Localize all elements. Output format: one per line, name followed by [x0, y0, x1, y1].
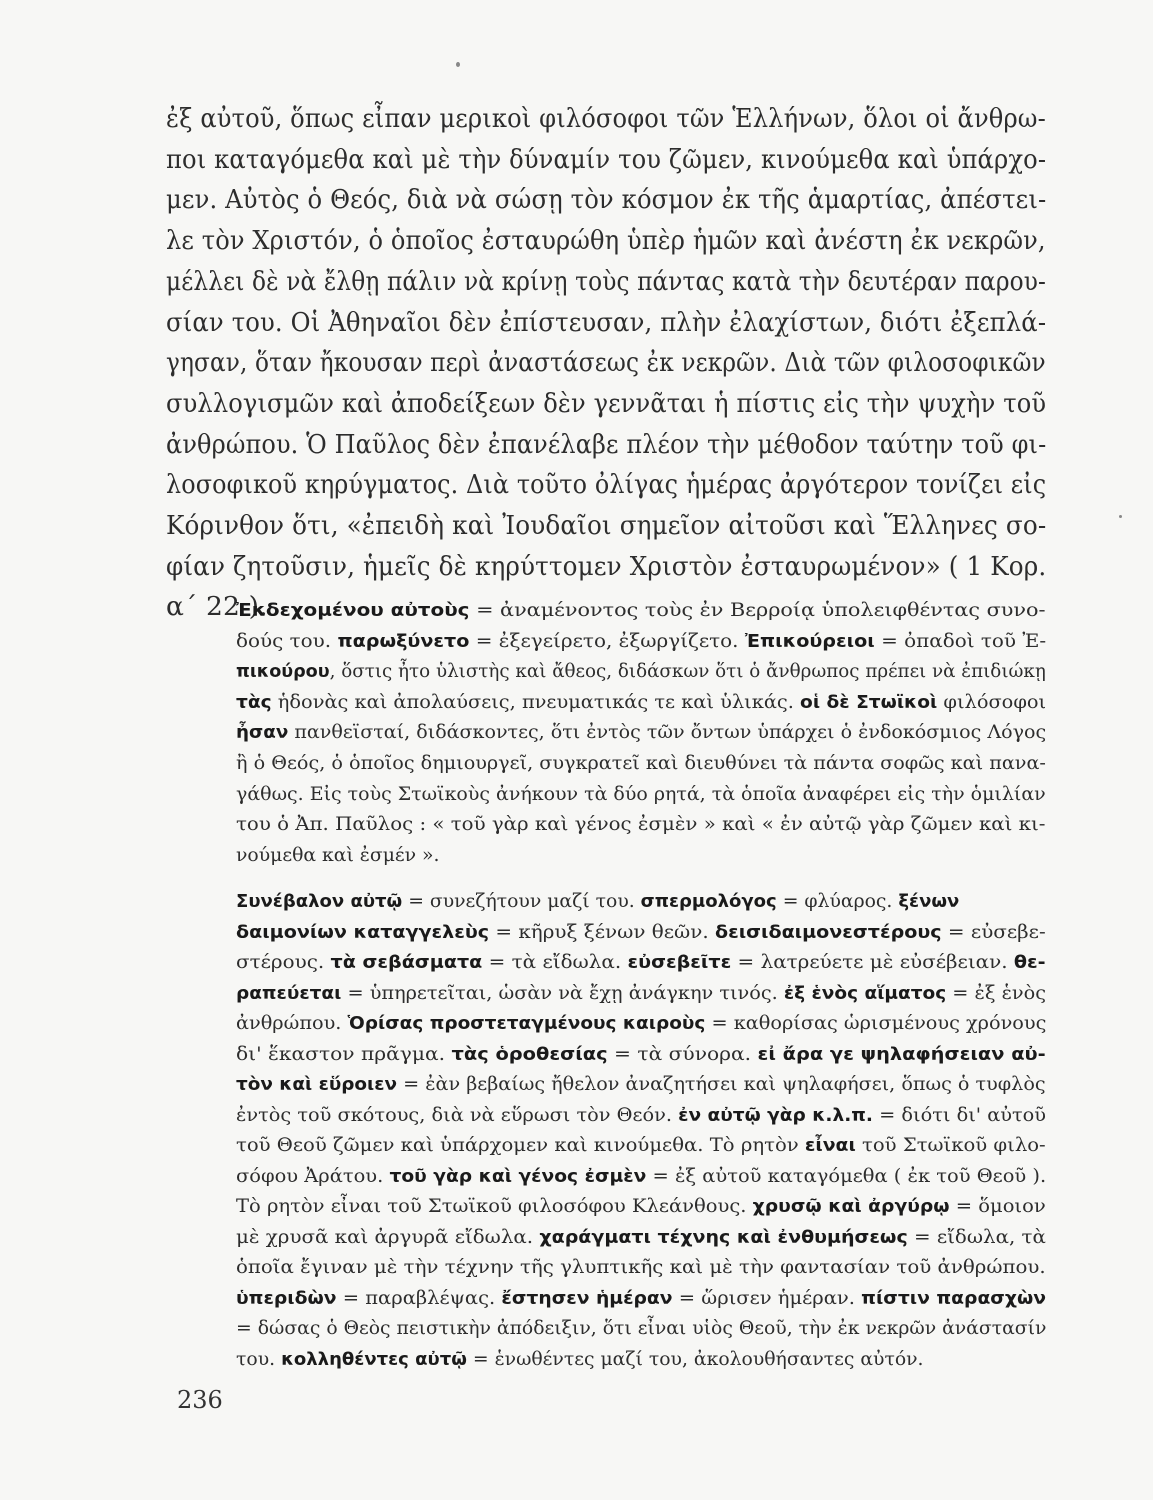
- text-run: μὲ χρυσᾶ καὶ ἀργυρᾶ εἴδωλα.: [236, 1227, 540, 1248]
- text-line: [236, 722, 1046, 743]
- text-line: [166, 266, 1046, 297]
- text-run: νούμεθα καὶ ἐσμέν ».: [236, 845, 440, 866]
- text-line: [236, 1013, 1046, 1034]
- glossary-term: θε-: [1013, 952, 1046, 973]
- text-run: = διότι δι' αὐτοῦ: [872, 1105, 1047, 1126]
- glossary-term: ἐξ ἑνὸς αἵματος: [783, 983, 947, 1004]
- text-run: = κῆρυξ ξένων θεῶν.: [489, 922, 715, 943]
- text-line: [236, 983, 1046, 1004]
- text-run: ποι καταγόμεθα καὶ μὲ τὴν δύναμίν του ζῶμεν, κινούμεθα καὶ ὑπάρχο-: [166, 144, 1047, 175]
- text-run: = ἑνωθέντες μαζί του, ἀκολουθήσαντες αὐτόν.: [466, 1349, 924, 1370]
- text-run: = τὰ εἴδωλα.: [482, 952, 628, 973]
- text-line: [236, 1257, 1046, 1278]
- text-run: ἐξ αὐτοῦ, ὅπως εἶπαν μερικοὶ φιλόσοφοι τῶν Ἑλλήνων, ὅλοι οἱ ἄνθρω-: [166, 103, 1046, 134]
- glossary-term: πικούρου: [236, 661, 330, 682]
- text-run: Τὸ ρητὸν εἶναι τοῦ Στωϊκοῦ φιλοσόφου Κλεάνθους.: [236, 1196, 753, 1217]
- text-run: ἐντὸς τοῦ σκότους, διὰ νὰ εὕρωσι τὸν Θεόν.: [236, 1105, 679, 1126]
- glossary-term: πίστιν παρασχὼν: [861, 1288, 1046, 1309]
- text-run: = ἐὰν βεβαίως ἤθελον ἀναζητήσει καὶ ψηλαφήσει, ὅπως ὁ τυφλὸς: [397, 1074, 1046, 1095]
- text-run: γησαν, ὅταν ἤκουσαν περὶ ἀναστάσεως ἐκ νεκρῶν. Διὰ τῶν φιλοσοφικῶν: [166, 347, 1046, 378]
- text-line: [236, 631, 1046, 652]
- text-line: [236, 1105, 1046, 1126]
- text-run: = δώσας ὁ Θεὸς πειστικὴν ἀπόδειξιν, ὅτι εἶναι υἱὸς Θεοῦ, τὴν ἐκ νεκρῶν ἀνάστασίν: [236, 1318, 1047, 1339]
- text-run: = ἀναμένοντος τοὺς ἐν Βερροίᾳ ὑπολειφθέντας συνο-: [469, 600, 1046, 621]
- text-run: = εὐσεβε-: [941, 922, 1046, 943]
- text-run: δι' ἕκαστον πρᾶγμα.: [236, 1044, 452, 1065]
- glossary-term: ὑπεριδὼν: [236, 1288, 337, 1309]
- text-line: [166, 225, 1046, 256]
- text-run: σίαν του. Οἱ Ἀθηναῖοι δὲν ἐπίστευσαν, πλὴν ἐλαχίστων, διότι ἐξεπλά-: [166, 307, 1047, 338]
- text-line: [236, 922, 1046, 943]
- text-run: α΄ 22 ).: [166, 591, 268, 622]
- glossary-term: οἱ δὲ Στωϊκοὶ: [800, 692, 938, 713]
- text-run: = ἐξ αὐτοῦ καταγόμεθα ( ἐκ τοῦ Θεοῦ ).: [646, 1166, 1047, 1187]
- glossary-term: εἰ ἄρα γε ψηλαφήσειαν αὐ-: [757, 1044, 1046, 1065]
- glossary-term: εὐσεβεῖτε: [627, 952, 732, 973]
- text-run: ἀνθρώπου. Ὁ Παῦλος δὲν ἐπανέλαβε πλέον τὴν μέθοδον ταύτην τοῦ φι-: [166, 429, 1047, 460]
- text-line: [166, 184, 1046, 215]
- text-line: [236, 784, 1046, 805]
- text-line: [236, 1166, 1046, 1187]
- text-line: [166, 307, 1046, 338]
- text-run: πανθεϊσταί, διδάσκοντες, ὅτι ἐντὸς τῶν ὄντων ὑπάρχει ὁ ἐνδοκόσμιος Λόγος: [288, 722, 1047, 743]
- glossary-term: κολληθέντες αὐτῷ: [281, 1349, 467, 1370]
- text-line: [166, 144, 1046, 175]
- glossary-term: ραπεύεται: [236, 983, 342, 1004]
- text-line: [166, 347, 1046, 378]
- text-run: = καθορίσας ὡρισμένους χρόνους: [705, 1013, 1047, 1034]
- text-line: [166, 551, 1046, 582]
- text-run: = τὰ σύνορα.: [607, 1044, 758, 1065]
- text-line: [236, 753, 1046, 774]
- text-line: [236, 1196, 1046, 1217]
- glossary-term: τοῦ γὰρ καὶ γένος ἐσμὲν: [389, 1166, 647, 1187]
- text-line: [236, 1074, 1046, 1095]
- text-line: [236, 1318, 1046, 1339]
- text-line: [236, 1227, 1046, 1248]
- text-run: ἀνθρώπου.: [236, 1013, 348, 1034]
- text-run: φιλόσοφοι: [937, 692, 1047, 713]
- glossary-term: εἶναι: [804, 1135, 856, 1156]
- text-line: [236, 814, 1045, 835]
- glossary-term: Ἐπικούρειοι: [744, 631, 875, 652]
- text-run: ἡδονὰς καὶ ἀπολαύσεις, πνευματικάς τε καὶ ὑλικάς.: [271, 692, 801, 713]
- text-line: [236, 600, 1045, 621]
- text-run: = ὑπηρετεῖται, ὡσὰν νὰ ἔχῃ ἀνάγκην τινός.: [341, 983, 784, 1004]
- text-run: λοσοφικοῦ κηρύγματος. Διὰ τοῦτο ὀλίγας ἡμέρας ἀργότερον τονίζει εἰς: [166, 469, 1047, 500]
- glossary-term: δαιμονίων καταγγελεὺς: [236, 922, 490, 943]
- text-run: = ἐξ ἑνὸς: [946, 983, 1047, 1004]
- text-run: = συνεζήτουν μαζί του.: [402, 891, 641, 912]
- text-run: = ὅμοιον: [949, 1196, 1046, 1217]
- text-run: συλλογισμῶν καὶ ἀποδείξεων δὲν γεννᾶται ἡ πίστις εἰς τὴν ψυχὴν τοῦ: [166, 388, 1047, 419]
- glossary-term: σπερμολόγος: [640, 891, 777, 912]
- glossary-term: Ἐκδεχομένου αὐτοὺς: [236, 600, 470, 621]
- text-line: [236, 1349, 924, 1370]
- glossary-term: ἦσαν: [236, 722, 289, 743]
- text-run: σόφου Ἀράτου.: [236, 1166, 390, 1187]
- text-line: [236, 845, 439, 866]
- text-run: = παραβλέψας.: [336, 1288, 502, 1309]
- text-run: = λατρεύετε μὲ εὐσέβειαν.: [731, 952, 1014, 973]
- text-run: ἢ ὁ Θεός, ὁ ὁποῖος δημιουργεῖ, συγκρατεῖ καὶ διευθύνει τὰ πάντα σοφῶς καὶ πανα-: [236, 753, 1046, 774]
- text-line: [236, 1044, 1046, 1065]
- glossary-term: χρυσῷ καὶ ἀργύρῳ: [752, 1196, 950, 1217]
- text-run: δούς του.: [236, 631, 338, 652]
- glossary-term: ἔστησεν ἡμέραν: [501, 1288, 673, 1309]
- scan-speck: [456, 62, 460, 67]
- glossary-term: χαράγματι τέχνης καὶ ἐνθυμήσεως: [539, 1227, 908, 1248]
- text-run: του ὁ Ἀπ. Παῦλος : « τοῦ γὰρ καὶ γένος ἐσμὲν » καὶ « ἐν αὐτῷ γὰρ ζῶμεν καὶ κι-: [236, 814, 1046, 835]
- text-run: τοῦ Θεοῦ ζῶμεν καὶ ὑπάρχομεν καὶ κινούμεθα. Τὸ ρητὸν: [236, 1135, 805, 1156]
- text-line: [166, 388, 1046, 419]
- text-run: Κόρινθον ὅτι, «ἐπειδὴ καὶ Ἰουδαῖοι σημεῖον αἰτοῦσι καὶ Ἕλληνες σο-: [166, 510, 1047, 541]
- text-line: [166, 429, 1046, 460]
- text-line: [166, 510, 1046, 541]
- text-run: στέρους.: [236, 952, 331, 973]
- text-run: = φλύαρος.: [776, 891, 899, 912]
- text-line: [236, 661, 1046, 682]
- scan-speck: [1119, 515, 1122, 518]
- glossary-term: δεισιδαιμονεστέρους: [714, 922, 942, 943]
- text-run: του.: [236, 1349, 282, 1370]
- text-run: = ὥρισεν ἡμέραν.: [672, 1288, 862, 1309]
- glossary-term: τὰ σεβάσματα: [330, 952, 483, 973]
- glossary-term: ξένων: [898, 891, 960, 912]
- text-line: [166, 469, 1046, 500]
- text-run: μέλλει δὲ νὰ ἔλθῃ πάλιν νὰ κρίνῃ τοὺς πάντας κατὰ τὴν δευτέραν παρου-: [166, 266, 1046, 297]
- text-run: μεν. Αὐτὸς ὁ Θεός, διὰ νὰ σώσῃ τὸν κόσμον ἐκ τῆς ἁμαρτίας, ἀπέστει-: [166, 184, 1047, 215]
- glossary-term: Ὁρίσας προστεταγμένους καιροὺς: [347, 1013, 706, 1034]
- text-run: , ὅστις ἦτο ὑλιστὴς καὶ ἄθεος, διδάσκων ὅτι ὁ ἄνθρωπος πρέπει νὰ ἐπιδιώκῃ: [329, 661, 1046, 682]
- page-number: 236: [177, 1386, 223, 1414]
- text-line: [236, 1135, 1046, 1156]
- glossary-term: τὰς: [236, 692, 272, 713]
- text-run: τοῦ Στωϊκοῦ φιλο-: [855, 1135, 1046, 1156]
- glossary-term: Συνέβαλον αὐτῷ: [236, 891, 403, 912]
- text-line: [236, 1288, 1046, 1309]
- text-run: = ἐξεγείρετο, ἐξωργίζετο.: [469, 631, 745, 652]
- text-run: λε τὸν Χριστόν, ὁ ὁποῖος ἐσταυρώθη ὑπὲρ ἡμῶν καὶ ἀνέστη ἐκ νεκρῶν,: [166, 225, 1046, 256]
- text-run: = ὀπαδοὶ τοῦ Ἐ-: [874, 631, 1047, 652]
- glossary-term: ἐν αὐτῷ γὰρ κ.λ.π.: [678, 1105, 873, 1126]
- text-line: [166, 103, 1046, 134]
- text-run: ὁποῖα ἔγιναν μὲ τὴν τέχνην τῆς γλυπτικῆς καὶ μὲ τὴν φαντασίαν τοῦ ἀνθρώπου.: [236, 1257, 1046, 1278]
- text-line: [236, 891, 959, 912]
- text-line: [236, 692, 1046, 713]
- glossary-term: παρωξύνετο: [337, 631, 470, 652]
- text-run: = εἴδωλα, τὰ: [907, 1227, 1046, 1248]
- text-run: φίαν ζητοῦσιν, ἡμεῖς δὲ κηρύττομεν Χριστὸν ἐσταυρωμένον» ( 1 Κορ.: [166, 551, 1047, 582]
- text-run: γάθως. Εἰς τοὺς Στωϊκοὺς ἀνήκουν τὰ δύο ρητά, τὰ ὁποῖα ἀναφέρει εἰς τὴν ὁμιλίαν: [236, 784, 1046, 805]
- text-line: [236, 952, 1046, 973]
- glossary-term: τὸν καὶ εὕροιεν: [236, 1074, 398, 1095]
- glossary-term: τὰς ὁροθεσίας: [451, 1044, 608, 1065]
